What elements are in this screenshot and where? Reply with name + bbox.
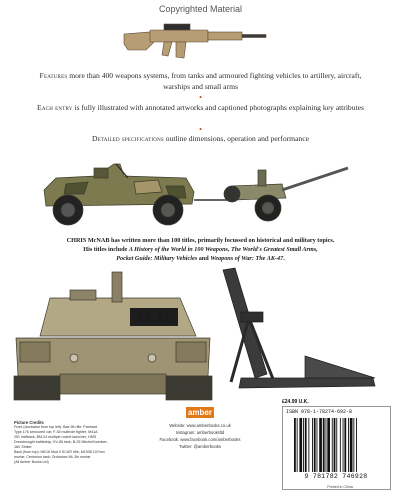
barcode-bar (340, 418, 341, 472)
red-bullet-1: • (199, 93, 202, 102)
credit-line: Dreadnought battleship; KV-85 tank; B-25 Mitchell bomber; (14, 440, 108, 444)
feature-lead-2: Each entry (37, 103, 73, 112)
rifle-illustration (120, 20, 270, 64)
barcode-bar (336, 418, 337, 472)
picture-credits (14, 420, 114, 465)
credit-line: Front (clockwise from top left): Bae 96 rifle; Panhard (14, 425, 97, 429)
publisher-contact (142, 422, 258, 450)
author-line-3 (45, 254, 356, 263)
credit-line: Type 176 armoured car; F-35 multirole fighter; M41A (14, 430, 98, 434)
feature-lead-3: Detailed specifications (92, 134, 164, 143)
amber-logo: amber (187, 408, 212, 417)
barcode-bar (332, 418, 333, 472)
author-bio (45, 236, 356, 263)
publisher-instagram: Instagram: amberbooksltd (175, 430, 225, 435)
centurion-tank-illustration (10, 268, 215, 403)
printed-in-label: Printed in China (327, 485, 353, 489)
credit-line: Back (from top): MK16 Mod 0 SCAR rifle; M1938 107mm (14, 450, 105, 454)
barcode-bar (344, 418, 346, 472)
isbn-text: ISBN 978-1-78274-692-8 (286, 409, 353, 415)
barcode-bar (348, 418, 349, 472)
barcode-bar (343, 418, 344, 472)
author-line-2 (45, 245, 356, 254)
credit-line: JAV Striker (14, 445, 32, 449)
copyright-watermark: Copyrighted Material (158, 4, 243, 14)
price-label: £24.99 U.K. (282, 399, 309, 405)
author-line-3-conj: and (197, 255, 211, 262)
author-line-1: CHRIS McNAB has written more than 100 titles, primarily focussed on historical and military topics. (66, 237, 335, 244)
barcode-digits: 9 781782 746928 (304, 473, 368, 480)
tank-marking: 1Z 1Z (137, 310, 171, 325)
publisher-facebook: Facebook: www.facebook.com/amberbooks (159, 437, 241, 442)
credit-line: (All Amber Books Ltd) (14, 460, 49, 464)
barcode-bar (356, 418, 357, 472)
barcode-bars (292, 418, 382, 472)
author-line-3-end: . (283, 255, 285, 262)
feature-paragraph-3 (30, 133, 371, 144)
mortar-illustration (205, 266, 385, 396)
picture-credits-title: Picture Credits (14, 420, 44, 425)
credit-line: mortar; Centurion tank; Ordnance ML 3in mortar (14, 455, 91, 459)
feature-text-3: outline dimensions, operation and performance (163, 134, 309, 143)
barcode-bar (327, 418, 330, 472)
publisher-website: Website: www.amberbooks.co.uk (169, 423, 231, 428)
jeep-with-gun-illustration (36, 150, 356, 230)
barcode-bar (294, 418, 296, 472)
author-book-3: Weapons of War: The AK-47 (210, 255, 284, 262)
barcode-bar (326, 418, 327, 472)
barcode-bar (350, 418, 353, 472)
barcode-bar (303, 418, 304, 472)
feature-text-2: is fully illustrated with annotated artworks and captioned photographs explaining key attributes (72, 103, 364, 112)
author-line-2-lead: His titles include (83, 246, 129, 253)
author-book-2: Pocket Guide: Military Vehicles (116, 255, 198, 262)
barcode-bar (314, 418, 316, 472)
barcode-bar (299, 418, 302, 472)
barcode-bar (353, 418, 354, 472)
barcode-bar (305, 418, 307, 472)
publisher-twitter: Twitter: @amberbooks (179, 444, 221, 449)
barcode-bar (323, 418, 325, 472)
credit-line: 251 halftrack; BM-24 multiple rocket launcher; HMS (14, 435, 97, 439)
barcode-bar (334, 418, 336, 472)
author-book-1: A History of the World in 100 Weapons, The World's Greatest Small Arms, (128, 246, 318, 253)
feature-paragraph-1 (30, 70, 371, 92)
red-bullet-2: • (199, 125, 202, 134)
feature-text-1: more than 400 weapons systems, from tanks and armoured fighting vehicles to artillery, aircraft, warships and small arms (67, 71, 362, 91)
feature-lead-1: Features (39, 71, 68, 80)
barcode-bar (297, 418, 298, 472)
barcode-bar (317, 418, 318, 472)
feature-paragraph-2 (30, 102, 371, 113)
barcode-bar (312, 418, 313, 472)
barcode-bar (319, 418, 322, 472)
barcode-bar (308, 418, 309, 472)
